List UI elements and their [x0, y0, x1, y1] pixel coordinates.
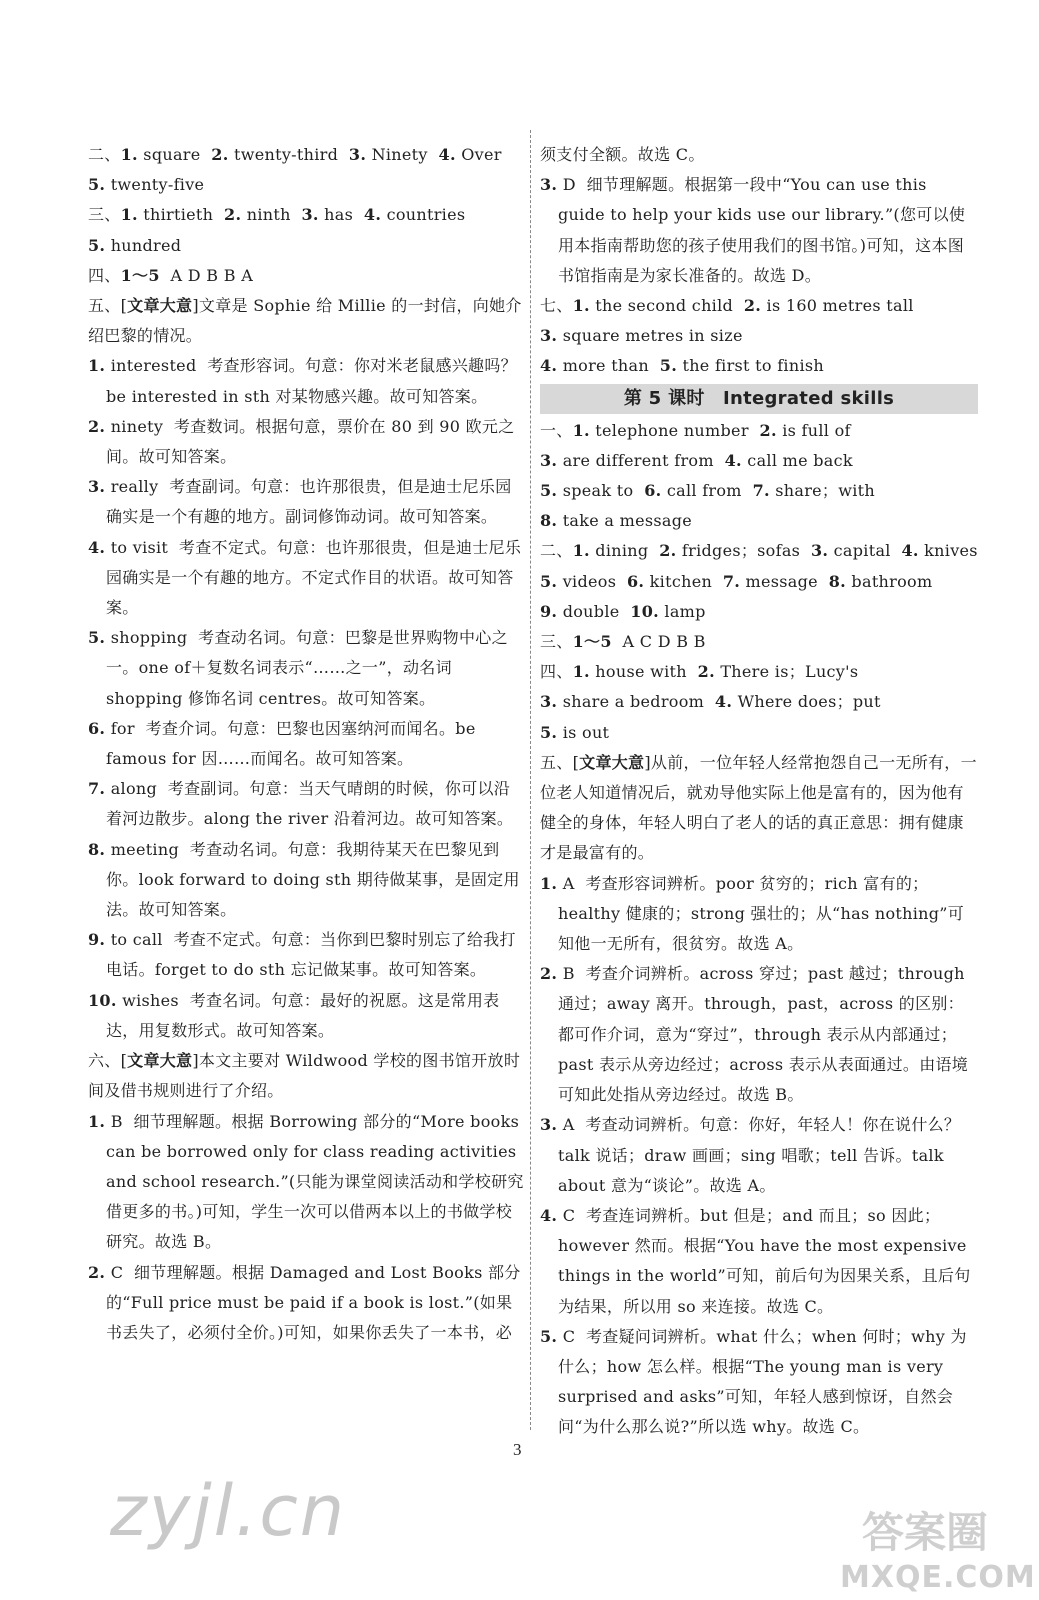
right-answer-item: 3. share a bedroom 4. Where does；put	[540, 692, 881, 712]
right-answer-item: 1. A 考查形容词辨析。poor 贫穷的；rich 富有的；healthy 健康的；strong 强壮的；从“has nothing”可知他一无所有，很贫穷。故选 A。	[540, 873, 965, 954]
left-answer-item: 5. shopping 考查动名词。句意：巴黎是世界购物中心之一。one of＋复数名词表示“……之一”，动名词 shopping 修饰名词 centres。故可知答案。	[88, 628, 508, 708]
right-answer-item: 5. speak to 6. call from 7. share；with	[540, 481, 875, 501]
right-answer-item: 9. double 10. lamp	[540, 601, 706, 621]
watermark-cn-text: 答案圈	[861, 1508, 988, 1557]
left-answer-item: 2. C 细节理解题。根据 Damaged and Lost Books 部分的“Full price must be paid if a book is lost.”(如果书丢失了，必须付全价。)可知，如果你丢失了一本书，必	[88, 1262, 521, 1342]
left-column	[88, 140, 524, 1348]
right-answer-item: 三、1～5 A C D B B	[540, 632, 706, 652]
right-column	[540, 140, 978, 1443]
left-answer-item: 1. interested 考查形容词。句意：你对米老鼠感兴趣吗？be interested in sth 对某物感兴趣。故可知答案。	[88, 356, 517, 406]
left-answer-item: 9. to call 考查不定式。句意：当你到巴黎时别忘了给我打电话。forget to do sth 忘记做某事。故可知答案。	[88, 930, 516, 980]
left-answer-item: 六、[文章大意]本文主要对 Wildwood 学校的图书馆开放时间及借书规则进行了介绍。	[88, 1051, 521, 1101]
watermark-zyjl-logo: zyjl.cn	[110, 1470, 347, 1552]
right-answer-item: 5. C 考查疑问词辨析。what 什么；when 何时；why 为什么；how 怎么样。根据“The young man is very surprised and asks”可知，年轻人感到惊讶，自然会问“为什么那么说?”所以选 why。故选 C。	[540, 1326, 967, 1437]
left-answer-item: 8. meeting 考查动名词。句意：我期待某天在巴黎见到你。look forward to doing sth 期待做某事，是固定用法。故可知答案。	[88, 839, 520, 920]
column-divider	[530, 130, 531, 1430]
right-answer-item: 3. D 细节理解题。根据第一段中“You can use this guide to help your kids use our library.”(您可以使用本指南帮助您的孩子使用我们的图书馆。)可知，这本图书馆指南是为家长准备的。故选 D。	[540, 175, 966, 285]
right-answer-item: 3. are different from 4. call me back	[540, 450, 853, 470]
page-number: 3	[513, 1440, 522, 1459]
right-answer-item: 5. videos 6. kitchen 7. message 8. bathroom	[540, 571, 933, 591]
right-answer-item: 四、1. house with 2. There is；Lucy's	[540, 662, 859, 682]
left-answer-item: 4. to visit 考查不定式。句意：也许那很贵，但是迪士尼乐园确实是一个有趣的地方。不定式作目的状语。故可知答案。	[88, 537, 522, 618]
left-answer-item: 二、1. square 2. twenty-third 3. Ninety 4. Over	[88, 145, 502, 164]
left-answer-item: 3. really 考查副词。句意：也许那很贵，但是迪士尼乐园确实是一个有趣的地方。副词修饰动词。故可知答案。	[88, 477, 512, 527]
right-answer-item: 五、[文章大意]从前，一位年轻人经常抱怨自己一无所有，一位老人知道情况后，就劝导他实际上他是富有的，因为他有健全的身体，年轻人明白了老人的话的真正意思：拥有健康才是最富有的。	[540, 752, 977, 863]
watermark-en-text: MXQE.COM	[840, 1560, 1036, 1595]
left-answer-item: 四、1～5 A D B B A	[88, 265, 254, 285]
left-answer-item: 五、[文章大意]文章是 Sophie 给 Millie 的一封信，向她介绍巴黎的情况。	[88, 296, 522, 346]
left-answer-item: 6. for 考查介词。句意：巴黎也因塞纳河而闻名。be famous for 因……而闻名。故可知答案。	[88, 718, 476, 769]
lesson-banner: 第 5 课时 Integrated skills	[540, 384, 978, 414]
right-answer-item: 二、1. dining 2. fridges；sofas 3. capital 4. knives	[540, 541, 978, 561]
left-answer-item: 5. hundred	[88, 235, 182, 255]
right-answer-item: 须支付全额。故选 C。	[540, 145, 705, 164]
right-answer-item: 一、1. telephone number 2. is full of	[540, 420, 851, 440]
right-answer-item: 4. C 考查连词辨析。but 但是；and 而且；so 因此；however 然而。根据“You have the most expensive things in the world”可知，前后句为因果关系，且后句为结果，所以用 so 来连接。故选 C。	[540, 1205, 971, 1316]
watermark-mxqe-logo	[840, 1500, 1036, 1595]
right-answer-item: 3. A 考查动词辨析。句意：你好，年轻人！你在说什么？talk 说话；draw 画画；sing 唱歌；tell 告诉。talk about 意为“谈论”。故选 A。	[540, 1115, 961, 1195]
right-answer-item: 2. B 考查介词辨析。across 穿过；past 越过；through 通过；away 离开。through，past，across 的区别：都可作介词，意为“穿过”，through 表示从内部通过；past 表示从旁边经过；across 表示从表面通过。由语境可知此处指从旁边经过。故选 B。	[540, 964, 969, 1105]
left-answer-item: 三、1. thirtieth 2. ninth 3. has 4. countries	[88, 205, 466, 225]
right-answer-item: 4. more than 5. the first to finish	[540, 356, 824, 376]
left-answer-item: 1. B 细节理解题。根据 Borrowing 部分的“More books can be borrowed only for class reading activities and school research.”(只能为课堂阅读活动和学校研究借更多的书。)可知，学生一次可以借两本以上的书做学校研究。故选 B。	[88, 1111, 524, 1252]
right-answer-item: 8. take a message	[540, 511, 693, 531]
right-answer-item: 3. square metres in size	[540, 326, 743, 346]
left-answer-item: 10. wishes 考查名词。句意：最好的祝愿。这是常用表达，用复数形式。故可知答案。	[88, 990, 500, 1040]
left-answer-item: 2. ninety 考查数词。根据句意，票价在 80 到 90 欧元之间。故可知答案。	[88, 416, 515, 467]
right-answer-item: 七、1. the second child 2. is 160 metres tall	[540, 296, 914, 316]
left-answer-item: 7. along 考查副词。句意：当天气晴朗的时候，你可以沿着河边散步。along the river 沿着河边。故可知答案。	[88, 779, 514, 829]
right-answer-item: 5. is out	[540, 722, 610, 742]
left-answer-item: 5. twenty-five	[88, 175, 205, 195]
